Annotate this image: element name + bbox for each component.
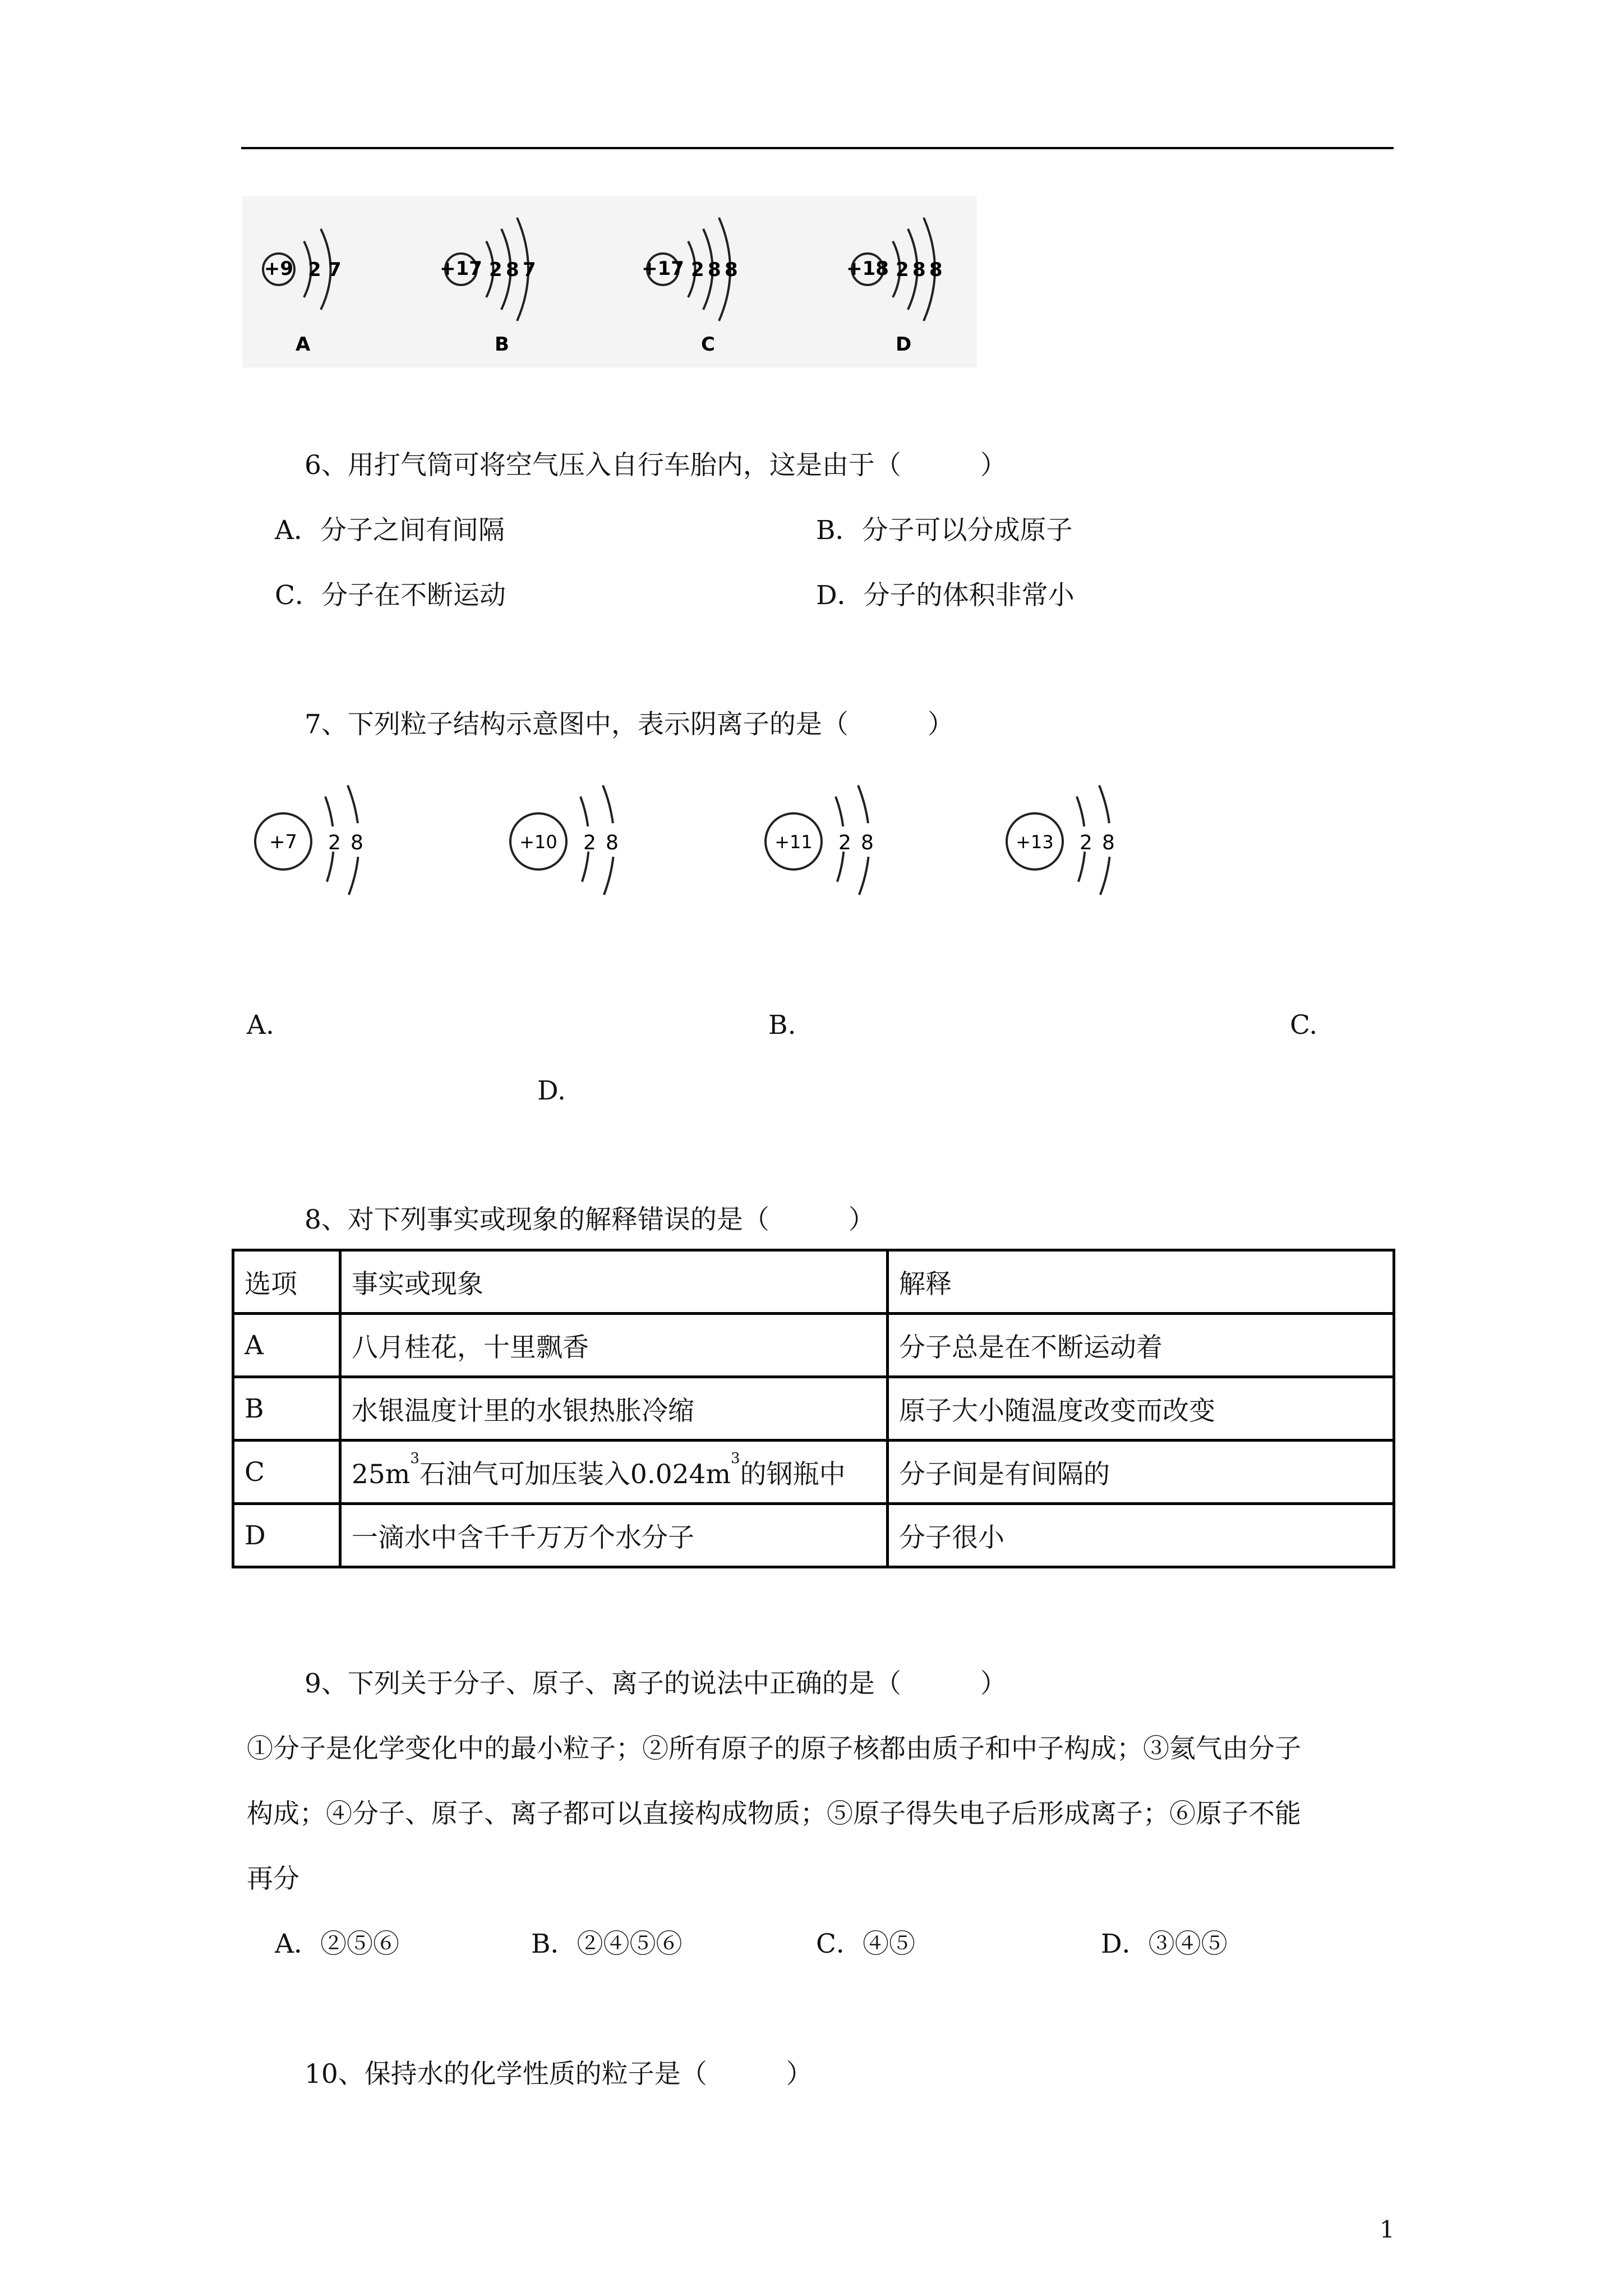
row-a-fact: 八月桂花，十里飘香	[340, 1314, 888, 1377]
row-b-fact: 水银温度计里的水银热胀冷缩	[340, 1377, 888, 1441]
row-d-option: D	[233, 1504, 340, 1567]
diagram-c-shell1: 2	[691, 259, 704, 281]
q9-statement-line3: 再分	[247, 1864, 299, 1894]
q9-statement-line2: 构成；④分子、原子、离子都可以直接构成物质；⑤原子得失电子后形成离子；⑥原子不能	[247, 1798, 1301, 1829]
row-c-explanation: 分子间是有间隔的	[888, 1441, 1394, 1504]
diagram-a-shell1: 2	[308, 259, 321, 281]
q6-option-d[interactable]: D．分子的体积非常小	[816, 580, 1075, 611]
row-c-fact-part3: 的钢瓶中	[740, 1458, 846, 1490]
q6-option-a[interactable]: A．分子之间有间隔	[275, 515, 505, 546]
atom-diagram-a	[263, 229, 342, 356]
atom-diagram-d	[846, 218, 943, 356]
ion-diagram-c	[766, 785, 874, 898]
q9-stem: 9、下列关于分子、原子、离子的说法中正确的是（ ）	[305, 1668, 1007, 1699]
q10-stem: 10、保持水的化学性质的粒子是（ ）	[305, 2059, 813, 2090]
header-explanation: 解释	[888, 1250, 1394, 1314]
header-option: 选项	[233, 1250, 340, 1314]
page-number: 1	[1380, 2216, 1395, 2243]
table-header-row	[233, 1250, 1394, 1314]
q6-option-b[interactable]: B．分子可以分成原子	[816, 515, 1073, 546]
ion-a-nucleus: +7	[269, 831, 298, 853]
q7-option-c[interactable]: C.	[1290, 1010, 1318, 1041]
header-rule	[241, 147, 1394, 149]
row-c-option: C	[233, 1441, 340, 1504]
diagram-c-nucleus: +17	[642, 257, 684, 280]
diagram-a-label: A	[296, 333, 311, 356]
ion-a-shell1: 2	[328, 831, 341, 854]
diagram-b-label: B	[495, 333, 509, 356]
atom-diagram-c	[642, 218, 738, 356]
ion-diagram-a	[255, 785, 363, 898]
diagram-c-label: C	[701, 333, 715, 356]
row-a-option: A	[233, 1314, 340, 1377]
table-row	[233, 1441, 1394, 1504]
diagram-b-shell2: 8	[506, 259, 519, 281]
diagram-d-shell3: 8	[929, 259, 943, 281]
row-a-explanation: 分子总是在不断运动着	[888, 1314, 1394, 1377]
diagram-c-shell3: 8	[725, 259, 738, 281]
row-c-fact-part2: 石油气可加压装入0.024m	[419, 1458, 731, 1490]
top-atom-diagrams	[242, 196, 977, 367]
diagram-d-nucleus: +18	[846, 257, 889, 280]
ion-d-shell1: 2	[1080, 831, 1092, 854]
q7-ion-diagrams	[247, 780, 1172, 909]
row-d-explanation: 分子很小	[888, 1504, 1394, 1567]
atom-diagram-b	[440, 218, 536, 356]
diagram-a-shell2: 7	[328, 259, 342, 281]
diagram-b-shell3: 7	[523, 259, 536, 281]
diagram-b-shell1: 2	[489, 259, 502, 281]
row-c-fact-sup2: 3	[731, 1450, 740, 1467]
q9-option-b[interactable]: B．②④⑤⑥	[531, 1929, 683, 1959]
diagram-b-nucleus: +17	[440, 257, 482, 280]
q9-option-c[interactable]: C．④⑤	[816, 1929, 915, 1959]
table-row	[233, 1504, 1394, 1567]
diagram-d-shell1: 2	[896, 259, 909, 281]
q7-option-d[interactable]: D.	[537, 1075, 566, 1106]
ion-d-shell2: 8	[1102, 831, 1115, 854]
diagram-d-label: D	[896, 333, 912, 356]
ion-c-shell1: 2	[838, 831, 851, 854]
q8-table	[232, 1249, 1395, 1568]
ion-b-shell1: 2	[583, 831, 596, 854]
row-c-fact-sup1: 3	[410, 1450, 419, 1467]
row-c-fact-part1: 25m	[352, 1458, 411, 1490]
q7-option-b[interactable]: B.	[768, 1010, 796, 1041]
q7-option-a[interactable]: A.	[247, 1010, 274, 1041]
q7-stem: 7、下列粒子结构示意图中，表示阴离子的是（ ）	[305, 709, 954, 740]
diagram-d-shell2: 8	[912, 259, 926, 281]
diagram-c-shell2: 8	[708, 259, 721, 281]
row-b-explanation: 原子大小随温度改变而改变	[888, 1377, 1394, 1441]
ion-b-shell2: 8	[606, 831, 619, 854]
row-d-fact: 一滴水中含千千万万个水分子	[340, 1504, 888, 1567]
ion-diagram-d	[1007, 785, 1115, 898]
diagram-a-nucleus: +9	[264, 257, 294, 280]
q6-option-c[interactable]: C．分子在不断运动	[275, 580, 506, 611]
table-row	[233, 1377, 1394, 1441]
ion-b-nucleus: +10	[519, 831, 557, 853]
ion-c-nucleus: +11	[774, 831, 813, 853]
q9-option-a[interactable]: A．②⑤⑥	[275, 1929, 399, 1959]
row-b-option: B	[233, 1377, 340, 1441]
q8-stem: 8、对下列事实或现象的解释错误的是（ ）	[305, 1204, 875, 1235]
header-fact: 事实或现象	[340, 1250, 888, 1314]
q6-stem: 6、用打气筒可将空气压入自行车胎内，这是由于（ ）	[305, 450, 1007, 481]
ion-a-shell2: 8	[351, 831, 363, 854]
table-row	[233, 1314, 1394, 1377]
row-c-fact	[340, 1441, 888, 1504]
ion-diagram-b	[510, 785, 619, 898]
ion-c-shell2: 8	[861, 831, 874, 854]
ion-d-nucleus: +13	[1016, 831, 1054, 853]
q9-option-d[interactable]: D．③④⑤	[1101, 1929, 1228, 1959]
q9-statement-line1: ①分子是化学变化中的最小粒子；②所有原子的原子核都由质子和中子构成；③氦气由分子	[247, 1733, 1301, 1764]
